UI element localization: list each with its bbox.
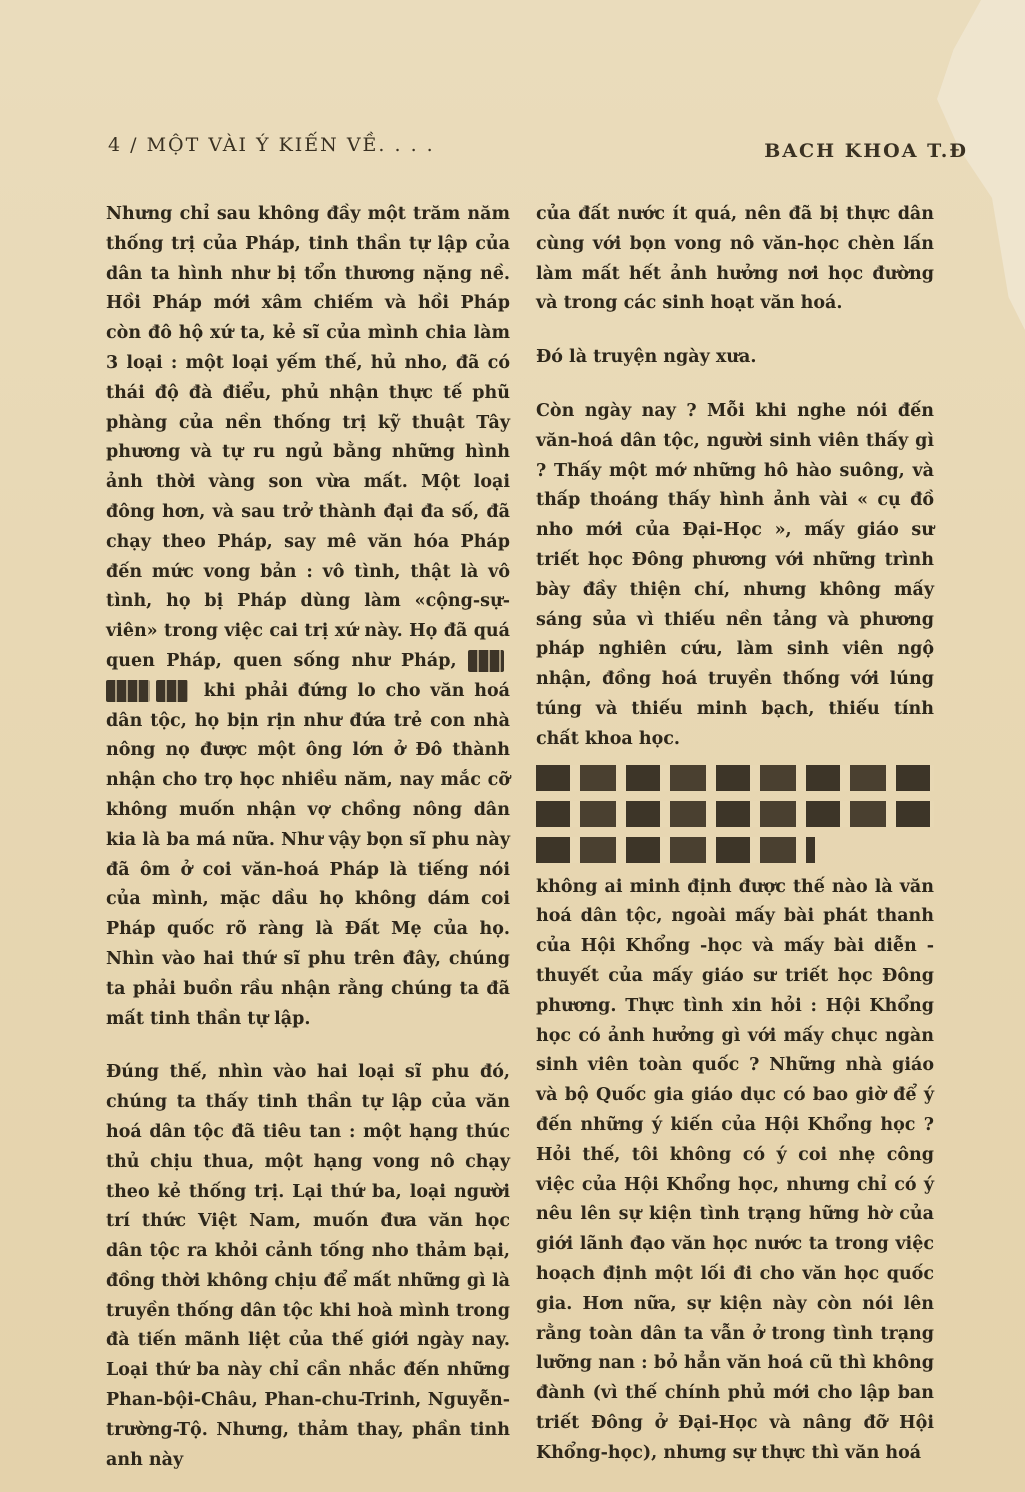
redaction-mark — [156, 680, 188, 702]
redaction-row — [536, 801, 934, 827]
redaction-mark — [106, 680, 150, 702]
left-column — [106, 200, 510, 1475]
right-column — [536, 200, 934, 1468]
redaction-row — [536, 837, 815, 863]
redacted-block — [536, 765, 934, 863]
left-paragraph-1 — [106, 200, 510, 1034]
redaction-mark — [468, 650, 504, 672]
redaction-row — [536, 765, 934, 791]
header-right: BACH KHOA T.Đ — [764, 140, 968, 162]
left-paragraph-1-continued: khi phải đứng lo cho văn hoá dân tộc, họ bịn rịn như đứa trẻ con nhà nông nọ được một ông lớn ở Đô thành nhận cho trọ học nhiều năm, nay mắc cỡ không muốn nhận vợ chồng nông dân kia là ba má nữa. Như vậy bọn sĩ phu này đã ôm ở coi văn-hoá Pháp là tiếng nói của mình, mặc dầu họ không dám coi Pháp quốc rõ ràng là Đất Mẹ của họ. Nhìn vào hai thứ sĩ phu trên đây, chúng ta phải buồn rầu nhận rằng chúng ta đã mất tinh thần tự lập. — [106, 680, 510, 1029]
right-paragraph-2: Đó là truyện ngày xưa. — [536, 347, 757, 368]
left-paragraph-2: Đúng thế, nhìn vào hai loại sĩ phu đó, chúng ta thấy tinh thần tự lập của văn hoá dân tộc đã tiêu tan : một hạng thúc thủ chịu thua, một hạng vong nô chạy theo kẻ thống trị. Lại thứ ba, loại người trí thức Việt Nam, muốn đưa văn học dân tộc ra khỏi cảnh tống nho thảm bại, đồng thời không chịu để mất những gì là truyền thống dân tộc khi hoà mình trong đà tiến mãnh liệt của thế giới ngày nay. Loại thứ ba này chỉ cần nhắc đến những Phan-bội-Châu, Phan-chu-Trinh, Nguyễn-trường-Tộ. Nhưng, thảm thay, phần tinh anh này — [106, 1062, 510, 1470]
right-paragraph-3 — [536, 397, 934, 755]
left-paragraph-1-text: Nhưng chỉ sau không đầy một trăm năm thống trị của Pháp, tinh thần tự lập của dân ta hình như bị tổn thương nặng nề. Hồi Pháp mới xâm chiếm và hồi Pháp còn đô hộ xứ ta, kẻ sĩ của mình chia làm 3 loại : một loại yếm thế, hủ nho, đã có thái độ đà điểu, phủ nhận thực tế phũ phàng của nền thống trị kỹ thuật Tây phương và tự ru ngủ bằng những hình ảnh thời vàng son vừa mất. Một loại đông hơn, và sau trở thành đại đa số, đã chạy theo Pháp, say mê văn hóa Pháp đến mức vong bản : vô tình, thật là vô tình, họ bị Pháp dùng làm «cộng-sự-viên» trong việc cai trị xứ này. Họ đã quá quen Pháp, quen sống như Pháp, — [106, 204, 510, 671]
header-left: 4 / MỘT VÀI Ý KIẾN VỀ. . . . — [108, 134, 435, 156]
page-header — [108, 128, 968, 168]
right-paragraph-3-text: Còn ngày nay ? Mỗi khi nghe nói đến văn-hoá dân tộc, người sinh viên thấy gì ? Thấy một mớ những hô hào suông, và thấp thoáng thấy hình ảnh vài « cụ đồ nho mới của Đại-Học », mấy giáo sư triết học Đông phương với những trình bày đầy thiện chí, nhưng không mấy sáng sủa vì thiếu nền tảng và phương pháp nghiên cứu, làm sinh viên ngộ nhận, đồng hoá truyền thống với lúng túng và thiếu minh bạch, thiếu tính chất khoa học. — [536, 400, 934, 749]
right-paragraph-1: của đất nước ít quá, nên đã bị thực dân cùng với bọn vong nô văn-học chèn lấn làm mất hết ảnh hưởng nơi học đường và trong các sinh hoạt văn hoá. — [536, 204, 934, 314]
right-paragraph-3-continued: không ai minh định được thế nào là văn hoá dân tộc, ngoài mấy bài phát thanh của Hội Khổng -học và mấy bài diễn - thuyết của mấy giáo sư triết học Đông phương. Thực tình xin hỏi : Hội Khổng học có ảnh hưởng gì với mấy chục ngàn sinh viên toàn quốc ? Những nhà giáo và bộ Quốc gia giáo dục có bao giờ để ý đến những ý kiến của Hội Khổng học ? Hỏi thế, tôi không có ý coi nhẹ công việc của Hội Khổng học, nhưng chỉ có ý nêu lên sự kiện tình trạng hững hờ của giới lãnh đạo văn học nước ta trong việc hoạch định một lối đi cho văn học quốc gia. Hơn nữa, sự kiện này còn nói lên rằng toàn dân ta vẫn ở trong tình trạng lưỡng nan : bỏ hẳn văn hoá cũ thì không đành (vì thế chính phủ mới cho lập ban triết Đông ở Đại-Học và nâng đỡ Hội Khổng-học), nhưng sự thực thì văn hoá — [536, 876, 934, 1463]
